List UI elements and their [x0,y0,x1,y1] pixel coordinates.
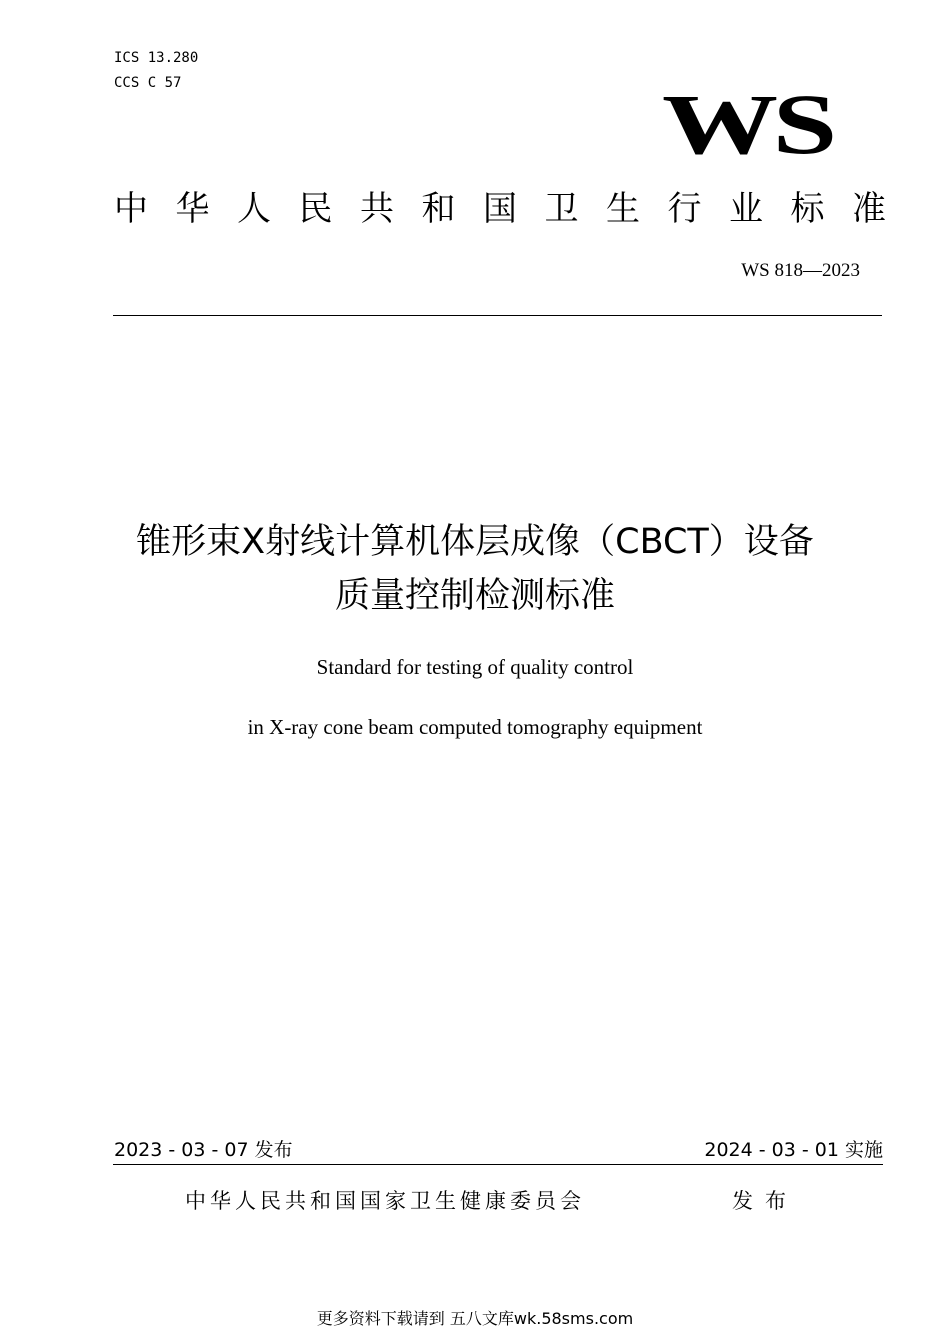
industry-standard-char: 民 [298,189,333,229]
industry-standard-char: 共 [360,189,394,229]
issuing-authority: 中华人民共和国国家卫生健康委员会 [185,1189,585,1213]
download-footer: 更多资料下载请到 五八文库wk.58sms.com [316,1309,634,1328]
industry-standard-char: 卫 [544,189,579,229]
industry-standard-char: 中 [114,189,148,229]
industry-standard-char: 国 [483,189,517,229]
industry-standard-title [114,184,886,234]
industry-standard-char: 人 [237,189,271,229]
document-title-en-line1: Standard for testing of quality control [316,655,634,679]
top-divider [113,315,882,316]
issue-label: 发布 [732,1189,798,1213]
industry-standard-char: 业 [729,189,763,229]
release-date: 2023 - 03 - 07 发布 [114,1139,293,1161]
ccs-code: CCS C 57 [114,75,182,91]
document-title-zh-line1: 锥形束X射线计算机体层成像（CBCT）设备 [136,522,814,562]
industry-standard-char: 生 [606,189,640,229]
industry-standard-char: 和 [421,189,456,229]
bottom-divider [113,1164,883,1165]
ws-logo: WS [662,76,832,172]
industry-standard-char: 标 [790,189,825,229]
industry-standard-char: 准 [852,189,886,229]
document-title-zh-line2: 质量控制检测标准 [334,576,615,616]
implementation-date: 2024 - 03 - 01 实施 [704,1139,883,1161]
ics-code: ICS 13.280 [114,50,199,66]
industry-standard-char: 行 [667,189,702,229]
document-title-en-line2: in X-ray cone beam computed tomography equipment [247,715,703,739]
standard-code: WS 818—2023 [741,260,860,281]
industry-standard-char: 华 [175,189,210,229]
